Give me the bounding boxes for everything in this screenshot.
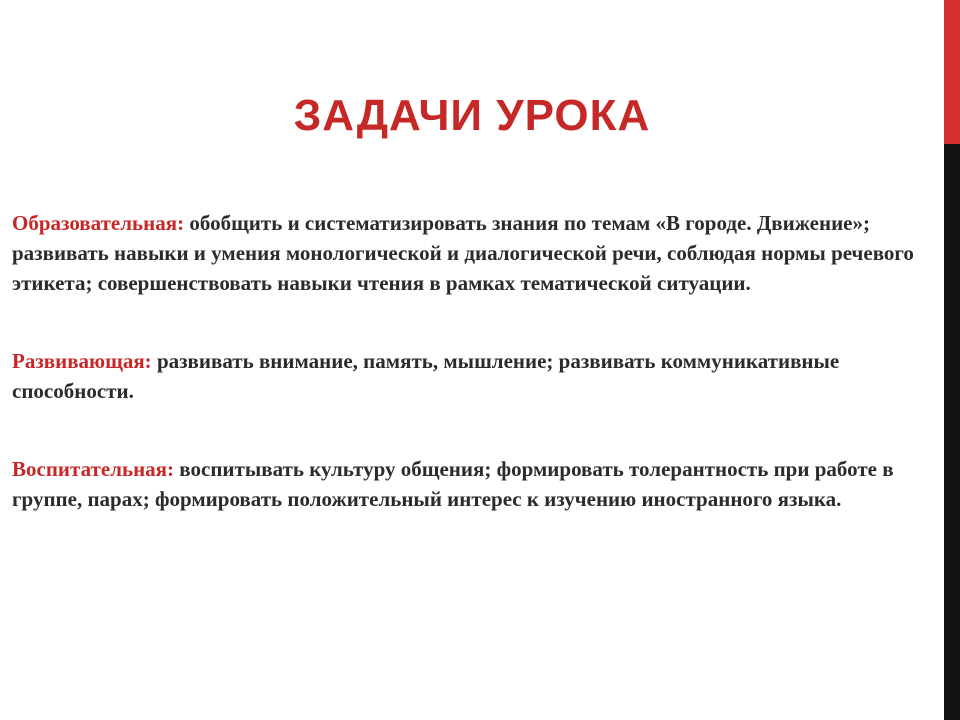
paragraph-text-educational: обобщить и систематизировать знания по темам «В городе. Движение»; развивать навыки и умения монологической и диалогической речи, соблюдая нормы речевого этикета; совершенствовать навыки чтения в рамках тематической ситуации. [12, 211, 914, 295]
slide-title: ЗАДАЧИ УРОКА [293, 91, 651, 140]
paragraph-label-educational: Образовательная: [12, 211, 185, 235]
paragraph-developmental [12, 346, 940, 406]
paragraph-label-developmental: Развивающая: [12, 349, 152, 373]
side-accent-bar-red [944, 0, 960, 144]
paragraph-upbringing [12, 454, 940, 514]
paragraph-text-developmental: развивать внимание, память, мышление; развивать коммуникативные способности. [12, 349, 840, 403]
slide-content [12, 208, 940, 514]
paragraph-educational [12, 208, 940, 298]
side-accent-bar-black [944, 144, 960, 720]
paragraph-text-upbringing: воспитывать культуру общения; формировать толерантность при работе в группе, парах; формировать положительный интерес к изучению иностранного языка. [12, 457, 894, 511]
paragraph-label-upbringing: Воспитательная: [12, 457, 175, 481]
